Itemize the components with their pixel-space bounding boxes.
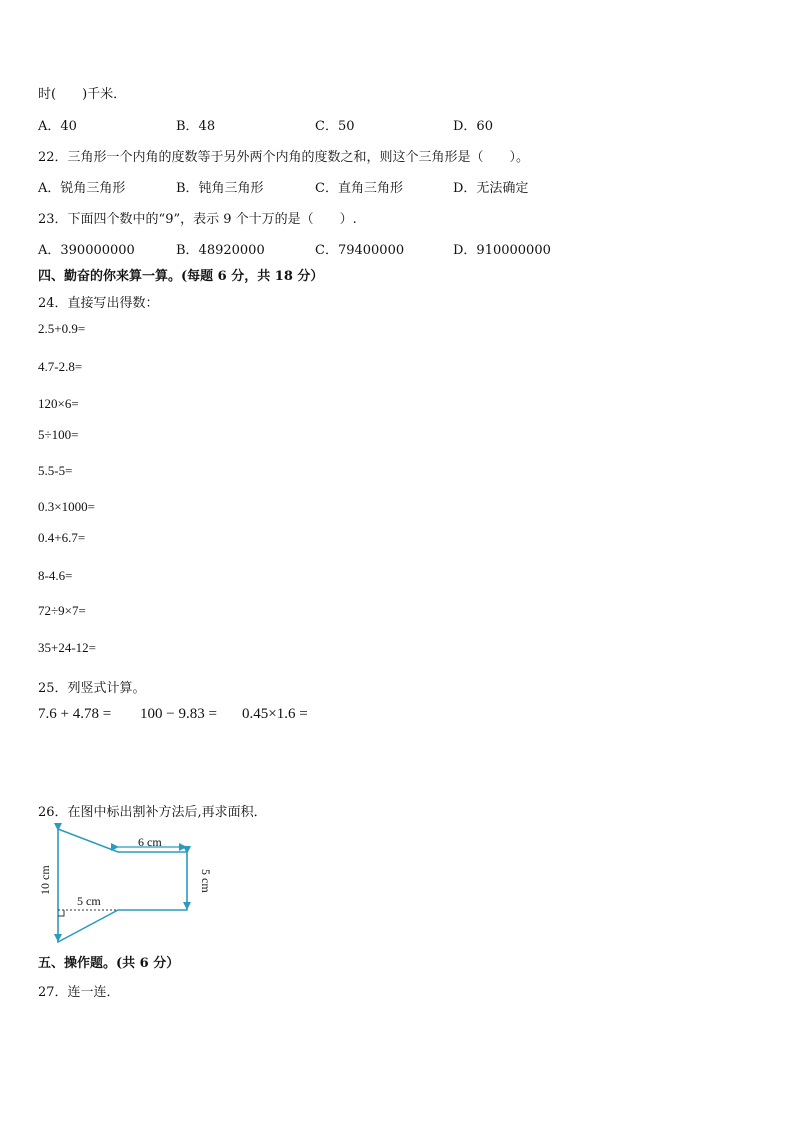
q24-item-5: 5.5-5= xyxy=(38,463,73,478)
q22-option-d: D．无法确定 xyxy=(453,181,529,196)
figure-outline xyxy=(58,829,187,942)
q23-option-c: C．79400000 xyxy=(315,243,405,258)
q23-option-a: A．390000000 xyxy=(38,243,135,258)
q24-stem: 24．直接写出得数： xyxy=(38,296,159,311)
q21-option-d: D．60 xyxy=(453,119,493,134)
section5-title: 五、操作题。(共 6 分） xyxy=(38,956,180,971)
q26-stem: 26．在图中标出割补方法后,再求面积． xyxy=(38,805,267,820)
q23-stem: 23．下面四个数中的“9”，表示 9 个十万的是（ ）. xyxy=(38,212,357,227)
q24-item-4: 5÷100= xyxy=(38,427,79,442)
q21-option-c: C．50 xyxy=(315,119,355,134)
q24-item-3: 120×6= xyxy=(38,396,79,411)
label-top: 6 cm xyxy=(138,835,162,849)
q21-option-a: A．40 xyxy=(38,119,77,134)
q23-option-d: D．910000000 xyxy=(453,243,551,258)
q27-stem: 27．连一连． xyxy=(38,985,120,1000)
q24-item-10: 35+24-12= xyxy=(38,640,96,655)
right-angle-mark xyxy=(58,910,64,916)
q25-item-3: 0.45×1.6 = xyxy=(242,706,308,722)
label-left: 10 cm xyxy=(38,865,52,895)
q22-option-c: C．直角三角形 xyxy=(315,181,403,196)
q22-option-b: B．钝角三角形 xyxy=(176,181,264,196)
q24-item-2: 4.7-2.8= xyxy=(38,359,83,374)
q21-option-b: B．48 xyxy=(176,119,216,134)
q24-item-6: 0.3×1000= xyxy=(38,499,95,514)
q25-stem: 25．列竖式计算。 xyxy=(38,681,146,696)
q23-option-b: B．48920000 xyxy=(176,243,265,258)
q24-item-1: 2.5+0.9= xyxy=(38,321,86,336)
q25-item-1: 7.6 + 4.78 = xyxy=(38,706,112,722)
q24-item-7: 0.4+6.7= xyxy=(38,530,86,545)
label-inner: 5 cm xyxy=(77,894,101,908)
q25-item-2: 100 − 9.83 = xyxy=(140,706,217,722)
q22-option-a: A．锐角三角形 xyxy=(38,181,126,196)
q22-stem: 22．三角形一个内角的度数等于另外两个内角的度数之和，则这个三角形是（ ）。 xyxy=(38,150,530,165)
label-right: 5 cm xyxy=(199,869,213,893)
section4-title: 四、勤奋的你来算一算。(每题 6 分，共 18 分） xyxy=(38,269,324,284)
q24-item-9: 72÷9×7= xyxy=(38,603,86,618)
q21-stem-tail: 时( )千米． xyxy=(38,87,127,102)
q24-item-8: 8-4.6= xyxy=(38,568,73,583)
